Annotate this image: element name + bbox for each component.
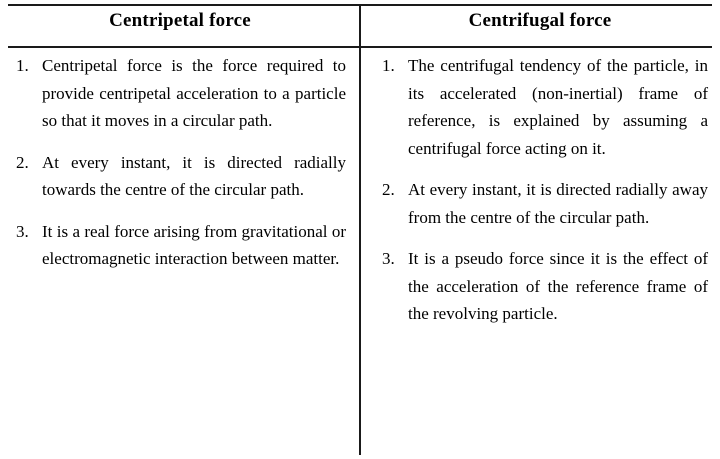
list-item-text: The centrifugal tendency of the particle, in its accelerated (non-inertial) frame of reference, is explained by assuming a centrifugal force acting on it. <box>408 56 708 158</box>
list-item-text: It is a pseudo force since it is the effect of the acceleration of the reference frame of the revolving particle. <box>408 249 708 324</box>
list-item-number: 3. <box>382 249 395 269</box>
column-header-centrifugal: Centrifugal force <box>468 10 612 31</box>
table-header-row <box>0 0 720 42</box>
list-item-text: At every instant, it is directed radially towards the centre of the circular path. <box>42 152 346 200</box>
list-item-text: At every instant, it is directed radially away from the centre of the circular path. <box>408 180 708 227</box>
list-item-number: 2. <box>382 180 395 200</box>
list-item <box>382 52 708 162</box>
list-item <box>16 52 346 135</box>
list-item <box>16 218 346 273</box>
centrifugal-point-list <box>382 52 708 328</box>
list-item-number: 2. <box>16 152 29 172</box>
column-body-centripetal <box>0 42 360 334</box>
column-header-centripetal: Centripetal force <box>109 10 251 31</box>
list-item <box>16 149 346 204</box>
list-item <box>382 245 708 328</box>
list-item-text: It is a real force arising from gravitational or electromagnetic interaction between matter. <box>42 221 346 269</box>
column-body-centrifugal <box>360 42 720 334</box>
centripetal-point-list <box>16 52 346 273</box>
list-item-number: 3. <box>16 221 29 241</box>
list-item <box>382 176 708 231</box>
list-item-number: 1. <box>16 56 29 75</box>
list-item-text: Centripetal force is the force required to provide centripetal acceleration to a particle so that it moves in a circular path. <box>42 56 346 131</box>
table-body-row <box>0 42 720 334</box>
list-item-number: 1. <box>382 56 395 75</box>
